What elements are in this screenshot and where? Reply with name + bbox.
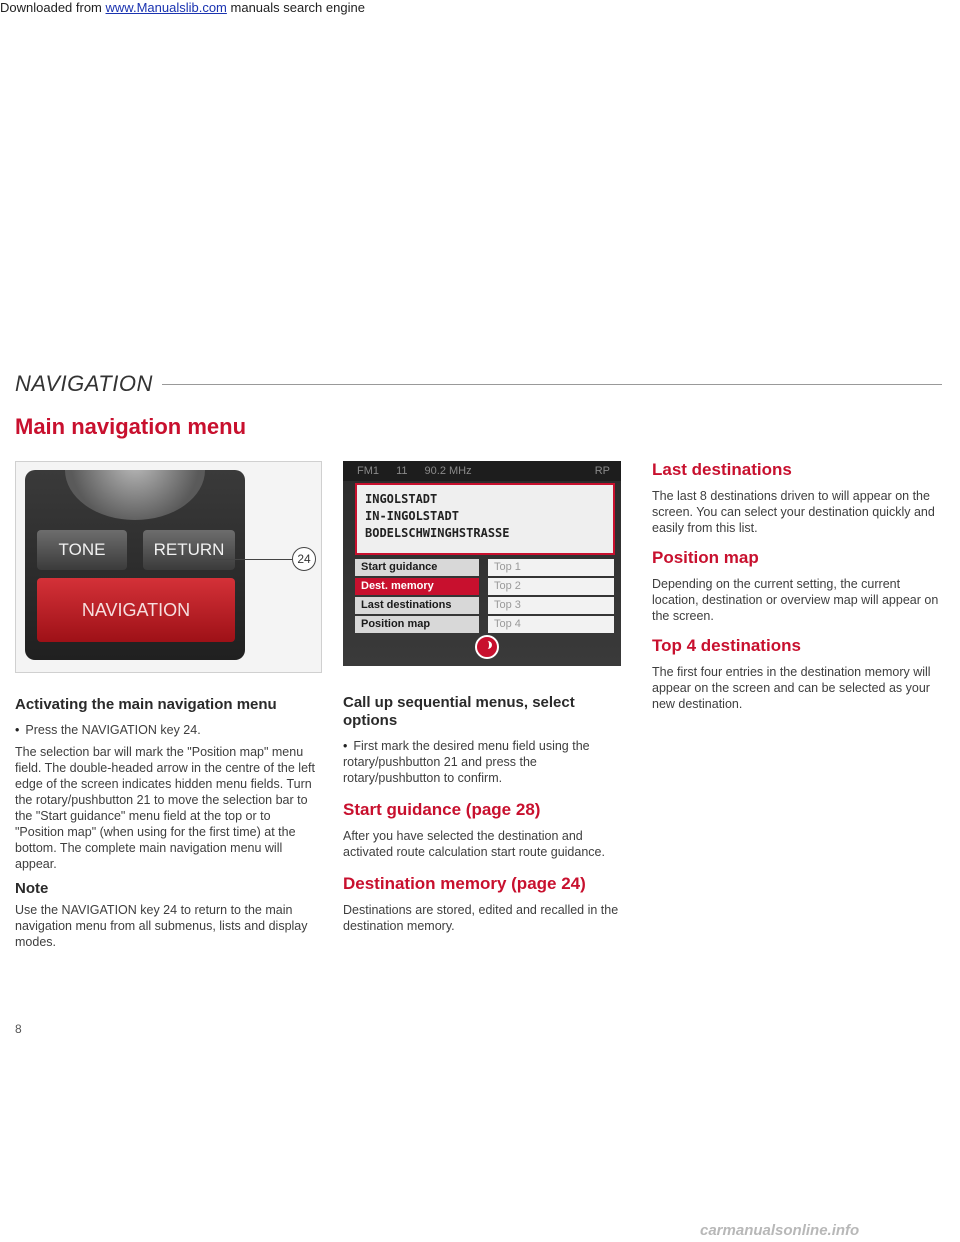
watermark: carmanualsonline.info	[700, 1222, 860, 1239]
position-map-text: Depending on the current setting, the current location, destination or overview map will appear on the screen.	[652, 577, 939, 623]
sequential-menus-heading: Call up sequential menus, select options	[343, 694, 575, 729]
activating-heading: Activating the main navigation menu	[15, 696, 277, 713]
column-2	[343, 694, 631, 934]
section-title: NAVIGATION	[15, 371, 153, 396]
menu-item-dest-memory: Dest. memory	[355, 578, 479, 595]
activating-bullet: • Press the NAVIGATION key 24.	[15, 722, 320, 738]
manualslib-link[interactable]: www.Manualslib.com	[105, 0, 227, 15]
sequential-menus-bullet: • First mark the desired menu field using the rotary/pushbutton 21 and press the rotary/pushbutton to confirm.	[343, 738, 631, 786]
main-menu-list	[355, 559, 483, 635]
note-heading: Note	[15, 880, 49, 897]
return-button: RETURN	[143, 530, 235, 570]
destination-memory-text: Destinations are stored, edited and recalled in the destination memory.	[343, 903, 619, 933]
rotary-dial-icon	[475, 635, 499, 659]
top-destinations-list	[488, 559, 613, 635]
start-guidance-text: After you have selected the destination and activated route calculation start route guidance.	[343, 829, 605, 859]
section-divider	[162, 384, 942, 385]
top-item: Top 4	[488, 616, 614, 633]
note-paragraph: Use the NAVIGATION key 24 to return to the main navigation menu from all submenus, lists and display modes.	[15, 903, 308, 949]
top-4-destinations-text: The first four entries in the destination memory will appear on the screen and can be selected as your new destination.	[652, 665, 931, 711]
position-map-heading: Position map	[652, 548, 759, 567]
menu-item-position-map: Position map	[355, 616, 479, 633]
column-1	[15, 696, 320, 950]
button-panel	[25, 470, 245, 660]
current-address-box: INGOLSTADT IN-INGOLSTADT BODELSCHWINGHSTRASSE	[355, 483, 615, 555]
page-title: Main navigation menu	[15, 414, 247, 439]
top-4-destinations-heading: Top 4 destinations	[652, 636, 801, 655]
column-3	[652, 460, 940, 712]
screen-status-bar: FM1 11 90.2 MHz RP	[343, 461, 621, 481]
top-item: Top 2	[488, 578, 614, 595]
navigation-key-figure	[15, 461, 322, 673]
start-guidance-heading: Start guidance (page 28)	[343, 800, 541, 819]
callout-number: 24	[292, 547, 316, 571]
destination-memory-heading: Destination memory (page 24)	[343, 874, 586, 893]
source-banner: Downloaded from www.Manualslib.com manuals search engine	[0, 0, 365, 15]
page-number: 8	[15, 1022, 22, 1036]
top-item: Top 3	[488, 597, 614, 614]
activating-paragraph: The selection bar will mark the "Position map" menu field. The double-headed arrow in the centre of the left edge of the screen indicates hidden menu fields. Turn the rotary/pushbutton 21 to move the selection bar to the "Start guidance" menu field at the top or to "Position map" (when using for the first time) at the bottom. The complete main navigation menu will appear.	[15, 745, 315, 871]
navigation-screen-figure	[343, 461, 621, 666]
last-destinations-heading: Last destinations	[652, 460, 792, 479]
rotary-knob-icon	[65, 470, 205, 520]
top-item: Top 1	[488, 559, 614, 576]
last-destinations-text: The last 8 destinations driven to will appear on the screen. You can select your destination quickly and easily from this list.	[652, 489, 935, 535]
menu-item-last-destinations: Last destinations	[355, 597, 479, 614]
navigation-button: NAVIGATION	[37, 578, 235, 642]
tone-button: TONE	[37, 530, 127, 570]
callout-line	[212, 559, 292, 560]
menu-item-start-guidance: Start guidance	[355, 559, 479, 576]
